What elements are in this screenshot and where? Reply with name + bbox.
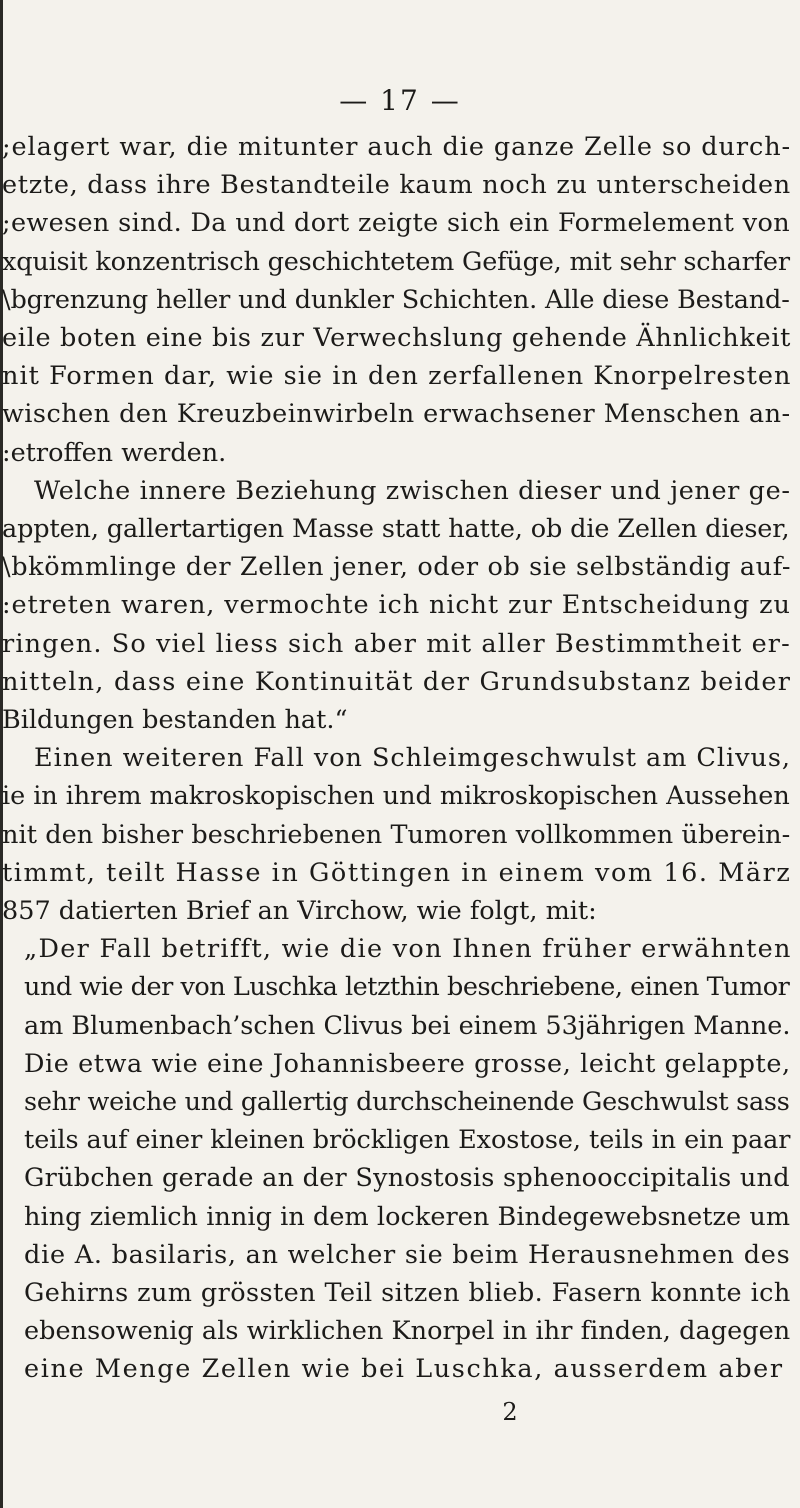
text-line: ringen. So viel liess sich aber mit aller Bestimmtheit er- <box>2 628 791 659</box>
text-line: ebensowenig als wirklichen Knorpel in ihr finden, dagegen <box>24 1316 791 1347</box>
text-line: Welche innere Beziehung zwischen dieser und jener ge- <box>34 475 791 506</box>
text-line: appten, gallertartigen Masse statt hatte, ob die Zellen dieser, <box>2 514 790 544</box>
text-line: die A. basilaris, an welcher sie beim Herausnehmen des <box>24 1239 791 1270</box>
text-line: nit den bisher beschriebenen Tumoren vollkommen überein- <box>2 819 791 850</box>
text-line: nit Formen dar, wie sie in den zerfallenen Knorpelresten <box>2 361 792 392</box>
text-line: xquisit konzentrisch geschichtetem Gefüge, mit sehr scharfer <box>2 246 790 277</box>
text-line: ;elagert war, die mitunter auch die ganze Zelle so durch- <box>2 132 792 162</box>
signature-mark: 2 <box>502 1398 518 1426</box>
text-line: Einen weiteren Fall von Schleimgeschwulst am Clivus, <box>34 743 791 774</box>
text-line: ;ewesen sind. Da und dort zeigte sich ein Formelement von <box>2 208 790 239</box>
page-number: — 17 — <box>339 84 461 117</box>
text-line: :etreten waren, vermochte ich nicht zur Entscheidung zu <box>2 590 791 621</box>
text-line: „Der Fall betrifft, wie die von Ihnen früher erwähnten <box>24 934 792 965</box>
text-line: timmt, teilt Hasse in Göttingen in einem vom 16. März <box>2 857 792 888</box>
text-line: teils auf einer kleinen bröckligen Exostose, teils in ein paar <box>24 1125 791 1156</box>
text-line: \bkömmlinge der Zellen jener, oder ob sie selbständig auf- <box>2 552 792 583</box>
text-line: wischen den Kreuzbeinwirbeln erwachsener Menschen an- <box>2 399 791 430</box>
text-line: sehr weiche und gallertig durchscheinende Geschwulst sass <box>24 1087 790 1117</box>
text-line: hing ziemlich innig in dem lockeren Bindegewebsnetze um <box>24 1201 791 1232</box>
text-line: eile boten eine bis zur Verwechslung gehende Ähnlichkeit <box>2 323 792 353</box>
text-line: Gehirns zum grössten Teil sitzen blieb. Fasern konnte ich <box>24 1278 791 1308</box>
text-line: nitteln, dass eine Kontinuität der Grundsubstanz beider <box>2 666 792 697</box>
text-line: 857 datierten Brief an Virchow, wie folgt, mit: <box>2 896 597 926</box>
text-line: am Blumenbach’schen Clivus bei einem 53jährigen Manne. <box>24 1010 791 1041</box>
text-line: eine Menge Zellen wie bei Luschka, ausserdem aber <box>24 1354 784 1385</box>
text-line: etzte, dass ihre Bestandteile kaum noch zu unterscheiden <box>2 170 791 201</box>
text-line: Bildungen bestanden hat.“ <box>2 705 348 735</box>
text-line: und wie der von Luschka letzthin beschriebene, einen Tumor <box>24 972 790 1003</box>
text-line: Die etwa wie eine Johannisbeere grosse, leicht gelappte, <box>24 1048 791 1079</box>
text-line: \bgrenzung heller und dunkler Schichten. Alle diese Bestand- <box>2 284 790 315</box>
text-line: Grübchen gerade an der Synostosis sphenooccipitalis und <box>24 1163 790 1194</box>
text-line: ie in ihrem makroskopischen und mikroskopischen Aussehen <box>2 781 790 812</box>
text-line: :etroffen werden. <box>2 437 227 468</box>
